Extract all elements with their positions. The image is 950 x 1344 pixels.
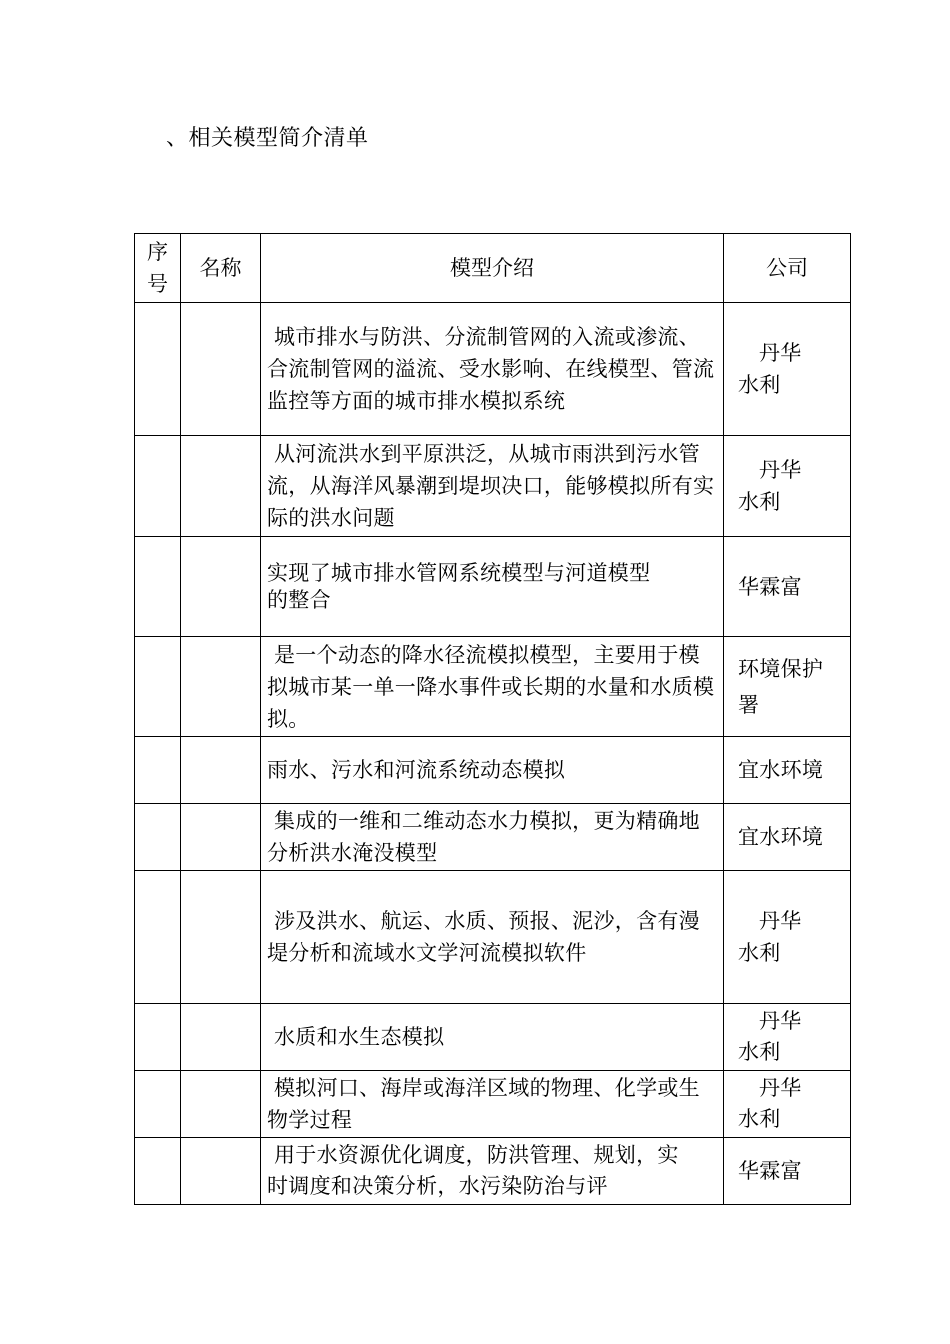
cell-description (261, 1004, 724, 1071)
company-text: 宜水环境 (738, 758, 824, 782)
description-text: 雨水、污水和河流系统动态模拟 (267, 758, 566, 782)
cell-description (261, 1138, 724, 1205)
cell-name (181, 436, 261, 537)
table-row (135, 1071, 851, 1138)
description-text: 模拟河口、海岸或海洋区域的物理、化学或生物学过程 (267, 1076, 700, 1132)
table-row (135, 436, 851, 537)
cell-name (181, 637, 261, 737)
header-seq (135, 234, 181, 303)
cell-name (181, 537, 261, 637)
company-text: 丹华水利 (738, 1009, 802, 1064)
cell-seq (135, 637, 181, 737)
table-row (135, 637, 851, 737)
cell-name (181, 303, 261, 436)
cell-name (181, 1138, 261, 1205)
cell-name (181, 871, 261, 1004)
cell-seq (135, 804, 181, 871)
company-text: 环境保护署 (738, 656, 824, 717)
cell-company (724, 871, 851, 1004)
description-text: 水质和水生态模拟 (267, 1025, 445, 1049)
table-row (135, 871, 851, 1004)
cell-description (261, 637, 724, 737)
description-text: 用于水资源优化调度，防洪管理、规划，实时调度和决策分析，水污染防治与评 (267, 1143, 679, 1198)
header-company: 公司 (724, 234, 851, 303)
cell-company (724, 1004, 851, 1071)
cell-seq (135, 436, 181, 537)
company-text: 丹华水利 (738, 1076, 802, 1131)
cell-seq (135, 1071, 181, 1138)
cell-company (724, 537, 851, 637)
description-text: 集成的一维和二维动态水力模拟，更为精确地分析洪水淹没模型 (267, 809, 700, 865)
cell-seq (135, 1138, 181, 1205)
company-text: 丹华水利 (738, 458, 802, 514)
cell-name (181, 1071, 261, 1138)
cell-company (724, 303, 851, 436)
header-description: 模型介绍 (261, 234, 724, 303)
table-row (135, 804, 851, 871)
header-name: 名称 (181, 234, 261, 303)
cell-company (724, 436, 851, 537)
cell-description (261, 871, 724, 1004)
cell-company (724, 1138, 851, 1205)
description-text: 涉及洪水、航运、水质、预报、泥沙，含有漫堤分析和流域水文学河流模拟软件 (267, 909, 700, 965)
table-row (135, 537, 851, 637)
table-row (135, 303, 851, 436)
cell-seq (135, 537, 181, 637)
description-text: 是一个动态的降水径流模拟模型，主要用于模拟城市某一单一降水事件或长期的水量和水质模拟。 (267, 642, 715, 731)
cell-company (724, 637, 851, 737)
cell-description (261, 436, 724, 537)
cell-seq (135, 1004, 181, 1071)
description-text: 从河流洪水到平原洪泛，从城市雨洪到污水管流，从海洋风暴潮到堤坝决口，能够模拟所有实际的洪水问题 (267, 442, 715, 530)
table-row (135, 1138, 851, 1205)
cell-seq (135, 737, 181, 804)
page-title: 、相关模型简介清单 (166, 126, 369, 151)
company-text: 丹华水利 (738, 341, 802, 397)
table-row (135, 1004, 851, 1071)
description-text: 实现了城市排水管网系统模型与河道模型的整合 (267, 560, 651, 612)
company-text: 宜水环境 (738, 825, 824, 849)
description-text: 城市排水与防洪、分流制管网的入流或渗流、合流制管网的溢流、受水影响、在线模型、管流监控等方面的城市排水模拟系统 (267, 325, 715, 413)
cell-description (261, 537, 724, 637)
model-list-table (134, 233, 851, 1205)
company-text: 华霖富 (738, 574, 802, 599)
cell-name (181, 804, 261, 871)
company-text: 丹华水利 (738, 909, 802, 965)
table-header-row (135, 234, 851, 303)
cell-description (261, 804, 724, 871)
cell-description (261, 737, 724, 804)
cell-seq (135, 871, 181, 1004)
cell-company (724, 1071, 851, 1138)
cell-seq (135, 303, 181, 436)
table-row (135, 737, 851, 804)
cell-company (724, 804, 851, 871)
cell-name (181, 1004, 261, 1071)
company-text: 华霖富 (738, 1159, 802, 1183)
cell-description (261, 303, 724, 436)
cell-description (261, 1071, 724, 1138)
cell-company (724, 737, 851, 804)
header-seq-label: 序号 (147, 240, 168, 296)
cell-name (181, 737, 261, 804)
